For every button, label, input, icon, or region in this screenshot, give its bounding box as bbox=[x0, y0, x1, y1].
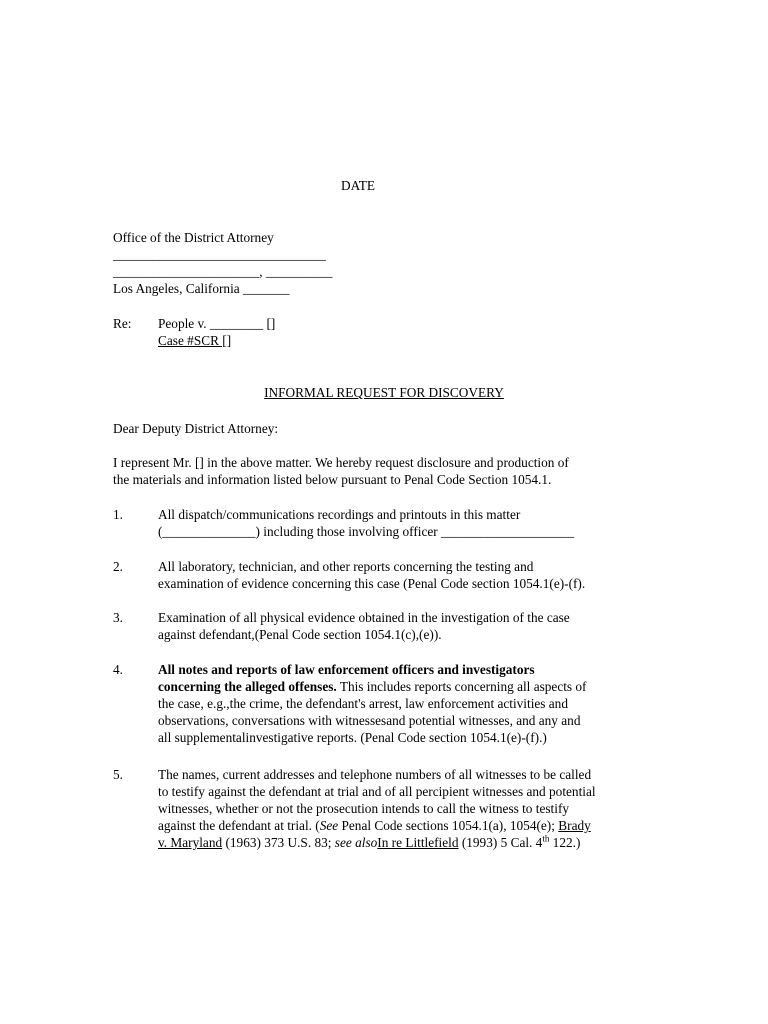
item-line: All dispatch/communications recordings and printouts in this matter bbox=[158, 507, 521, 522]
address-line-street: ______________________, __________ bbox=[113, 264, 333, 279]
document-heading: INFORMAL REQUEST FOR DISCOVERY bbox=[264, 385, 504, 400]
item-line: witnesses, whether or not the prosecution intends to call the witness to testify bbox=[158, 801, 570, 816]
recipient-address bbox=[113, 229, 332, 297]
item-text-span: This includes reports concerning all aspects of bbox=[336, 679, 587, 694]
item-line: (______________) including those involving officer ____________________ bbox=[158, 524, 574, 539]
citation-see-also: see also bbox=[334, 835, 378, 850]
case-citation-brady: Brady bbox=[558, 818, 591, 833]
item-number: 4. bbox=[113, 662, 123, 677]
item-text bbox=[158, 609, 570, 643]
re-block bbox=[158, 315, 275, 349]
item-bold-text: concerning the alleged offenses. bbox=[158, 679, 337, 694]
item-number: 2. bbox=[113, 559, 123, 574]
item-number: 5. bbox=[113, 767, 123, 782]
re-case-number: Case #SCR [] bbox=[158, 333, 232, 348]
item-number: 1. bbox=[113, 507, 123, 522]
item-line: All laboratory, technician, and other reports concerning the testing and bbox=[158, 559, 534, 574]
address-line-office: Office of the District Attorney bbox=[113, 230, 274, 245]
item-bold-text: All notes and reports of law enforcement officers and investigators bbox=[158, 662, 535, 677]
item-line: v. Maryland (1963) 373 U.S. 83; see alsoIn re Littlefield (1993) 5 Cal. 4th 122.) bbox=[158, 833, 581, 850]
intro-line: the materials and information listed below pursuant to Penal Code Section 1054.1. bbox=[113, 472, 552, 487]
item-text bbox=[158, 661, 587, 746]
item-line: all supplementalinvestigative reports. (Penal Code section 1054.1(e)-(f).) bbox=[158, 730, 547, 745]
salutation: Dear Deputy District Attorney: bbox=[113, 421, 279, 436]
re-case-name: People v. ________ [] bbox=[158, 316, 276, 331]
address-line-blank: ________________________________ bbox=[113, 247, 326, 262]
citation-see: See bbox=[319, 818, 339, 833]
ordinal-superscript: th bbox=[542, 833, 550, 844]
item-text bbox=[158, 506, 574, 540]
item-line: the case, e.g.,the crime, the defendant's arrest, law enforcement activities and bbox=[158, 696, 568, 711]
item-text bbox=[158, 766, 596, 851]
item-line: to testify against the defendant at trial and of all percipient witnesses and potential bbox=[158, 784, 596, 799]
intro-line: I represent Mr. [] in the above matter. We hereby request disclosure and production of bbox=[113, 455, 569, 470]
item-line: against the defendant at trial. (See Penal Code sections 1054.1(a), 1054(e); Brady bbox=[158, 818, 591, 833]
date-line: DATE bbox=[341, 178, 375, 193]
item-text bbox=[158, 558, 585, 592]
item-line: observations, conversations with witnessesand potential witnesses, and any and bbox=[158, 713, 581, 728]
item-line: The names, current addresses and telephone numbers of all witnesses to be called bbox=[158, 767, 592, 782]
case-citation-maryland: v. Maryland bbox=[158, 835, 223, 850]
intro-paragraph bbox=[113, 454, 569, 488]
item-line: Examination of all physical evidence obtained in the investigation of the case bbox=[158, 610, 570, 625]
address-line-city: Los Angeles, California _______ bbox=[113, 281, 290, 296]
item-line: against defendant,(Penal Code section 1054.1(c),(e)). bbox=[158, 627, 442, 642]
case-citation-littlefield: In re Littlefield bbox=[377, 835, 459, 850]
item-number: 3. bbox=[113, 610, 123, 625]
re-label: Re: bbox=[113, 316, 132, 331]
item-line: examination of evidence concerning this case (Penal Code section 1054.1(e)-(f). bbox=[158, 576, 586, 591]
